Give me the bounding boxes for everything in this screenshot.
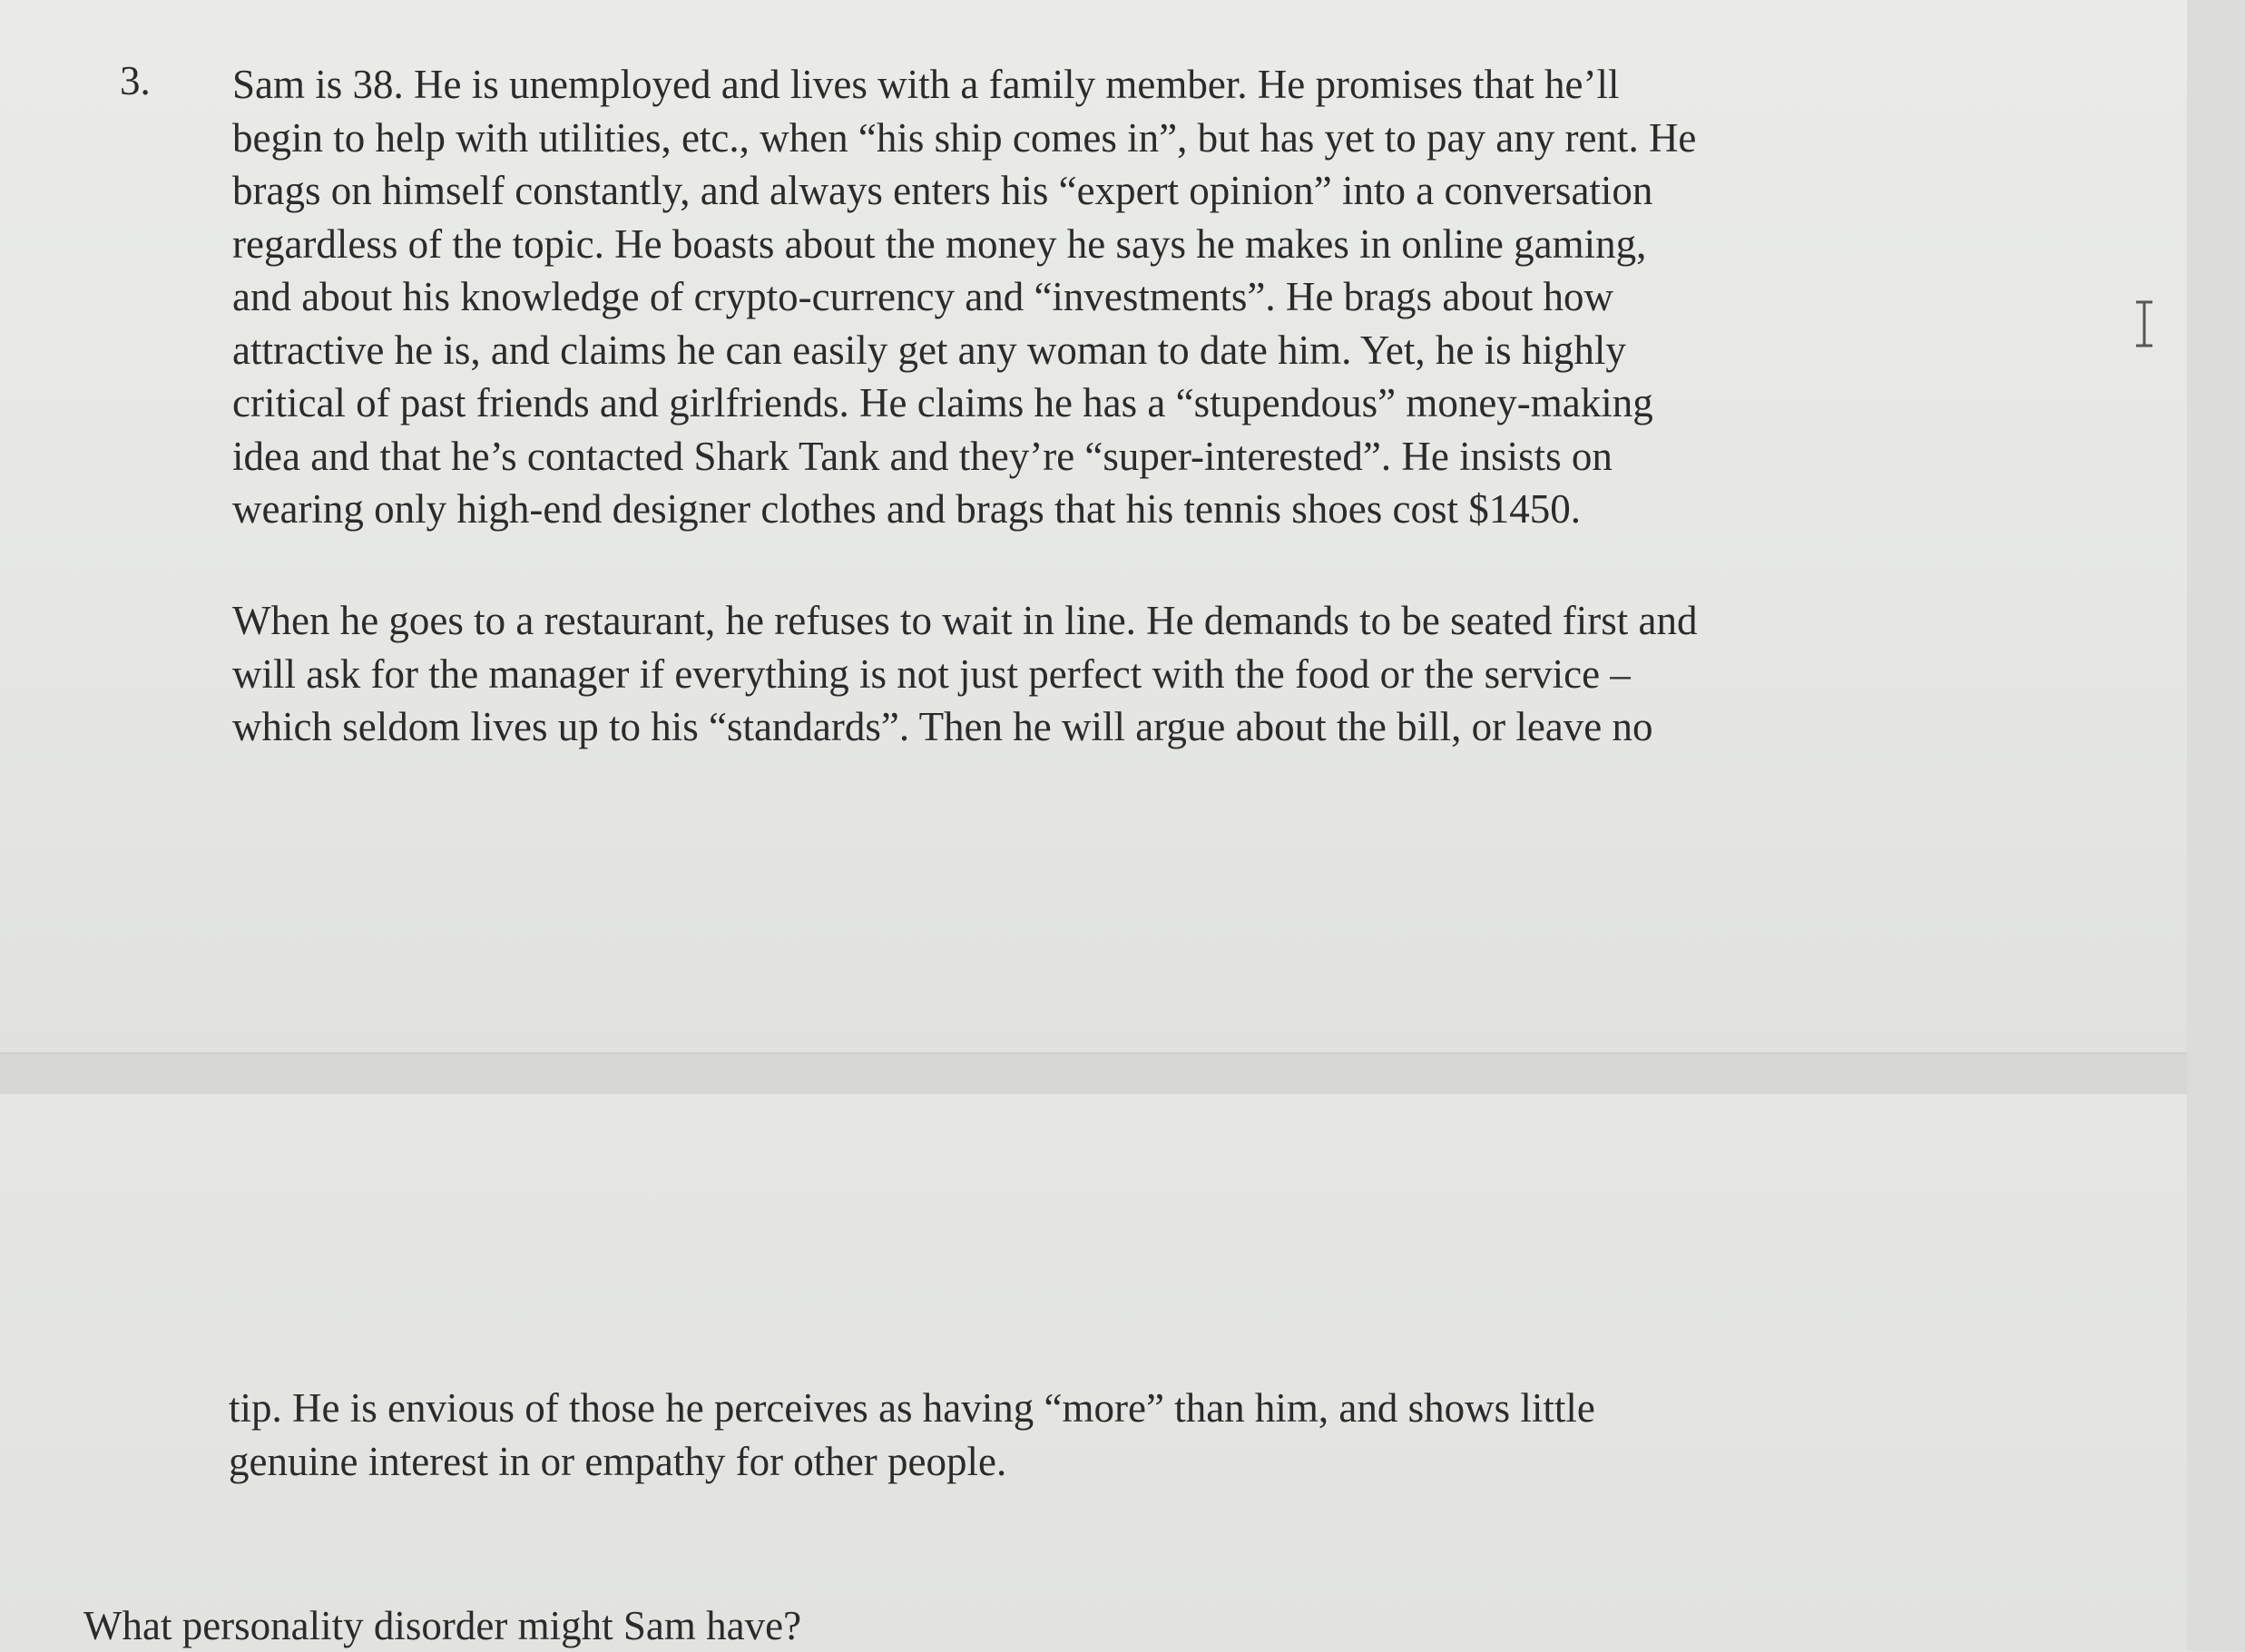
paragraph-line: will ask for the manager if everything is not just perfect with the food or the service – [232,650,1631,697]
paragraph-line: attractive he is, and claims he can easily get any woman to date him. Yet, he is highly [232,327,1626,373]
page-lower-section [0,1094,2196,1651]
text-cursor-icon [2131,299,2158,348]
paragraph-line: tip. He is envious of those he perceives as having “more” than him, and shows little [229,1385,1595,1431]
case-paragraph-1 [232,58,1956,536]
paragraph-line: regardless of the topic. He boasts about the money he says he makes in online gaming, [232,220,1647,267]
question-number: 3. [120,58,151,103]
paragraph-line: critical of past friends and girlfriends. He claims he has a “stupendous” money-making [232,380,1653,425]
case-paragraph-2 [232,594,1956,754]
page-divider [0,1052,2196,1096]
paragraph-line: wearing only high-end designer clothes and brags that his tennis shoes cost $1450. [232,486,1581,532]
paragraph-line: When he goes to a restaurant, he refuses to wait in line. He demands to be seated first and [232,598,1698,643]
paragraph-line: which seldom lives up to his “standards”. Then he will argue about the bill, or leave no [232,704,1653,749]
paragraph-line: genuine interest in or empathy for other people. [229,1438,1007,1484]
paragraph-line: and about his knowledge of crypto-currency and “investments”. He brags about how [232,274,1614,319]
paragraph-line: begin to help with utilities, etc., when “his ship comes in”, but has yet to pay any rent. He [232,114,1697,161]
paragraph-line: Sam is 38. He is unemployed and lives with a family member. He promises that he’ll [232,62,1620,107]
question-prompt: What personality disorder might Sam have? [83,1603,802,1648]
paragraph-line: idea and that he’s contacted Shark Tank and they’re “super-interested”. He insists on [232,433,1613,479]
case-paragraph-3 [229,1382,1953,1488]
paragraph-line: brags on himself constantly, and always enters his “expert opinion” into a conversation [232,168,1653,213]
right-margin [2187,0,2245,1651]
